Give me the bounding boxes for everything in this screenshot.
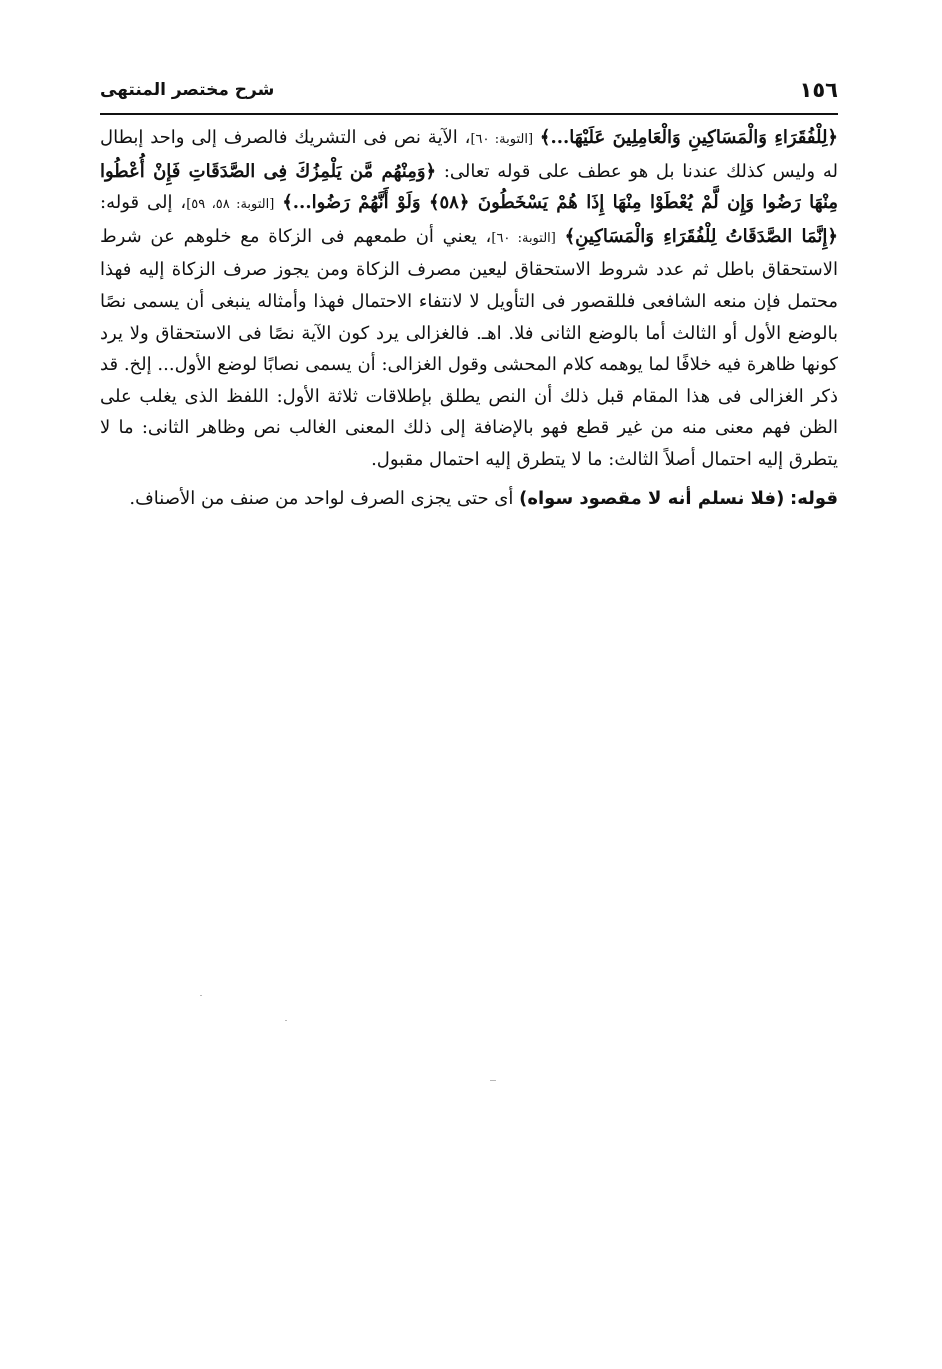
quran-verse-2: ﴿وَمِنْهُم مَّن يَلْمِزُكَ فِى الصَّدَقَاتِ فَإِنْ أُعْطُوا مِنْهَا رَضُوا وَإِن لَّمْ يُعْطَوْا مِنْهَا إِذَا هُمْ يَسْخَطُونَ ﴿٥٨﴾ وَلَوْ أَنَّهُمْ رَضُوا...﴾	[100, 160, 839, 214]
page-number: ١٥٦	[799, 78, 838, 102]
scan-speck	[285, 1020, 287, 1021]
statement-label: قوله:	[790, 487, 838, 509]
commentary-text-3: ، يعني أن طمعهم فى الزكاة مع خلوهم عن شرط الاستحقاق باطل ثم عدد شروط الاستحقاق ليعين مصرف الزكاة ومن يجوز صرف الزكاة إليه فهذا محتمل فإن منعه الشافعى فللقصور فى التأويل لا لانتفاء الاحتمال فهذا وأمثاله ينبغى أن يسمى نصًا بالوضع الأول أو الثالث أما بالوضع الثانى فلا. اهـ. فالغزالى يرد كون الآية نصًا فى الاستحقاق ولا يرد كونها ظاهرة فيه خلافًا لما يوهمه كلام المحشى وقول الغزالى: أن يسمى نصابًا لوضع الأول... إلخ. قد ذكر الغزالى فى هذا المقام قبل ذلك أن النص يطلق بإطلاقات ثلاثة الأول: اللفظ الذى يغلب على الظن فهم معنى منه من غير قطع فهو بالإضافة إلى ذلك المعنى الغالب نص وظاهر الثانى: ما لا يتطرق إليه احتمال أصلاً الثالث: ما لا يتطرق إليه احتمال مقبول.	[100, 225, 838, 470]
quran-verse-1: ﴿لِلْفُقَرَاءِ وَالْمَسَاكِينِ وَالْعَامِلِينَ عَلَيْهَا...﴾	[539, 127, 838, 148]
commentary-text-4: أى حتى يجزى الصرف لواحد من صنف من الأصناف.	[129, 487, 514, 509]
verse-reference-2: [التوبة: ٥٨، ٥٩]	[186, 197, 275, 213]
verse-reference-1: [التوبة: ٦٠]	[470, 132, 534, 147]
page-body	[100, 122, 838, 514]
commentary-text-1: ، الآية نص فى التشريك فالصرف إلى واحد إبطال له وليس كذلك عندنا بل هو عطف على قوله تعالى:	[100, 127, 838, 182]
statement-quote: (فلا نسلم أنه لا مقصود سواه)	[519, 487, 785, 509]
scan-speck	[490, 1080, 496, 1081]
paragraph-commentary-1	[100, 122, 838, 476]
header-divider	[100, 113, 838, 115]
quran-verse-3: ﴿إِنَّمَا الصَّدَقَاتُ لِلْفُقَرَاءِ وَالْمَسَاكِينِ﴾	[564, 225, 838, 247]
paragraph-commentary-2	[100, 483, 838, 515]
book-title: شرح مختصر المنتهى	[100, 80, 275, 100]
scan-speck	[200, 995, 202, 996]
commentary-text-2: ، إلى قوله:	[100, 192, 187, 214]
verse-reference-3: [التوبة: ٦٠]	[491, 230, 556, 246]
running-header	[100, 78, 838, 108]
